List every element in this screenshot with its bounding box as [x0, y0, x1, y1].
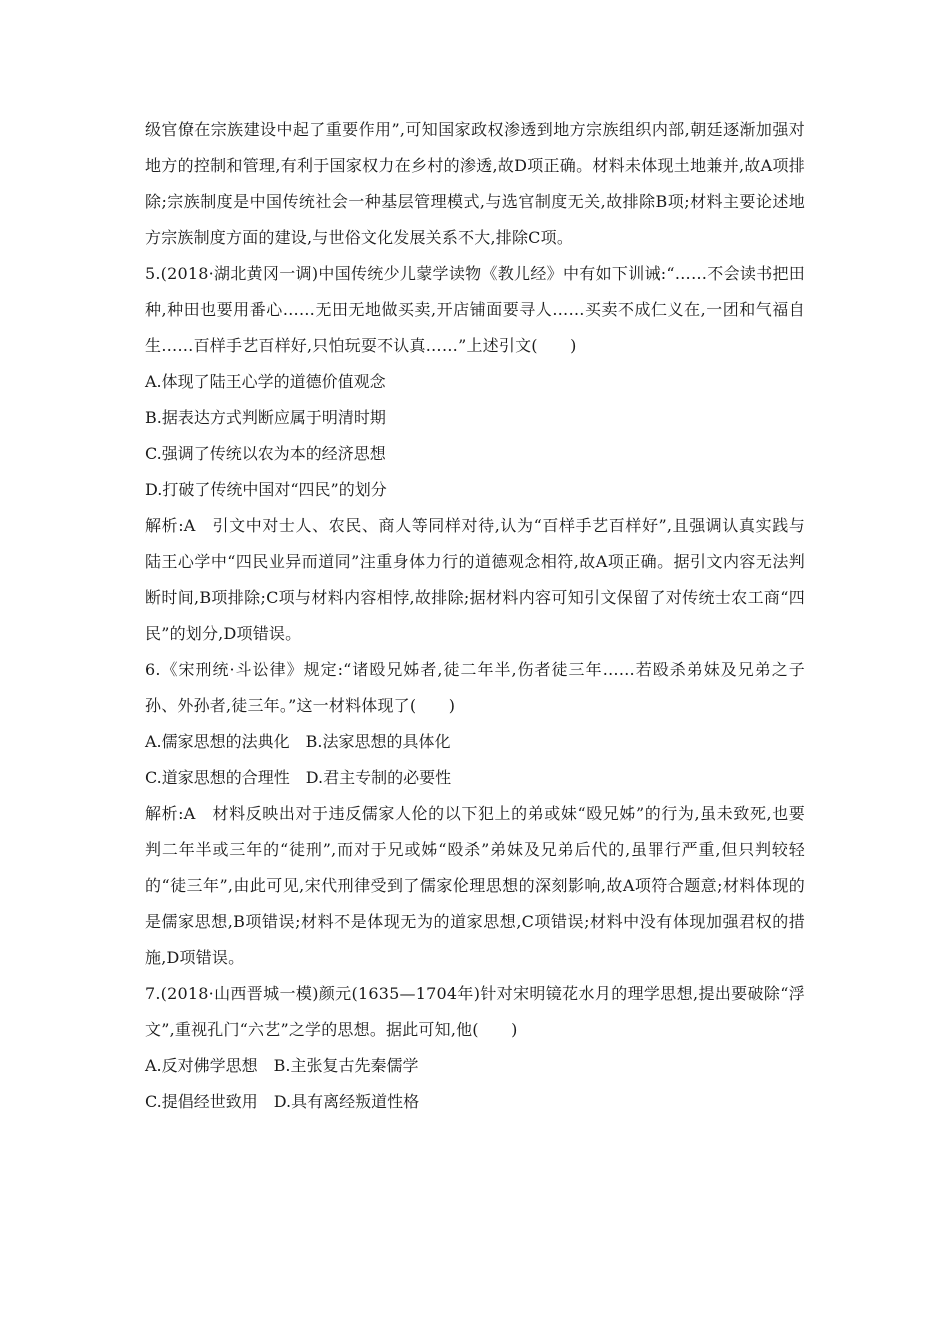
q5-option-b: B.据表达方式判断应属于明清时期 — [145, 408, 386, 427]
q7-options-ab: A.反对佛学思想 B.主张复古先秦儒学 — [145, 1056, 419, 1075]
analysis-4-continued: 级官僚在宗族建设中起了重要作用”,可知国家政权渗透到地方宗族组织内部,朝廷逐渐加强对地方的控制和管理,有利于国家权力在乡村的渗透,故D项正确。材料未体现土地兼并,故A项排除;宗族制度是中国传统社会一种基层管理模式,与选官制度无关,故排除B项;材料主要论述地方宗族制度方面的建设,与世俗文化发展关系不大,排除C项。 — [145, 120, 805, 247]
q5-option-d: D.打破了传统中国对“四民”的划分 — [145, 480, 387, 499]
q6-options-ab: A.儒家思想的法典化 B.法家思想的具体化 — [145, 732, 451, 751]
q5-option-c: C.强调了传统以农为本的经济思想 — [145, 444, 386, 463]
question-5: 5.(2018·湖北黄冈一调)中国传统少儿蒙学读物《教儿经》中有如下训诫:“……不会读书把田种,种田也要用番心……无田无地做买卖,开店铺面要寻人……买卖不成仁义在,一团和气福自生……百样手艺百样好,只怕玩耍不认真……”上述引文( ) — [145, 264, 805, 355]
q7-options-cd: C.提倡经世致用 D.具有离经叛道性格 — [145, 1092, 420, 1111]
analysis-6: 解析:A 材料反映出对于违反儒家人伦的以下犯上的弟或妹“殴兄姊”的行为,虽未致死,也要判二年半或三年的“徒刑”,而对于兄或姊“殴杀”弟妹及兄弟后代的,虽罪行严重,但只判较轻的“徒三年”,由此可见,宋代刑律受到了儒家伦理思想的深刻影响,故A项符合题意;材料体现的是儒家思想,B项错误;材料不是体现无为的道家思想,C项错误;材料中没有体现加强君权的措施,D项错误。 — [145, 804, 805, 967]
q5-option-a: A.体现了陆王心学的道德价值观念 — [145, 372, 386, 391]
question-6: 6.《宋刑统·斗讼律》规定:“诸殴兄姊者,徒二年半,伤者徒三年……若殴杀弟妹及兄弟之子孙、外孙者,徒三年。”这一材料体现了( ) — [145, 660, 805, 715]
q6-options-cd: C.道家思想的合理性 D.君主专制的必要性 — [145, 768, 452, 787]
document-page — [145, 112, 805, 1120]
analysis-5: 解析:A 引文中对士人、农民、商人等同样对待,认为“百样手艺百样好”,且强调认真实践与陆王心学中“四民业异而道同”注重身体力行的道德观念相符,故A项正确。据引文内容无法判断时间,B项排除;C项与材料内容相悖,故排除;据材料内容可知引文保留了对传统士农工商“四民”的划分,D项错误。 — [145, 516, 805, 643]
question-7: 7.(2018·山西晋城一模)颜元(1635—1704年)针对宋明镜花水月的理学思想,提出要破除“浮文”,重视孔门“六艺”之学的思想。据此可知,他( ) — [145, 984, 805, 1039]
